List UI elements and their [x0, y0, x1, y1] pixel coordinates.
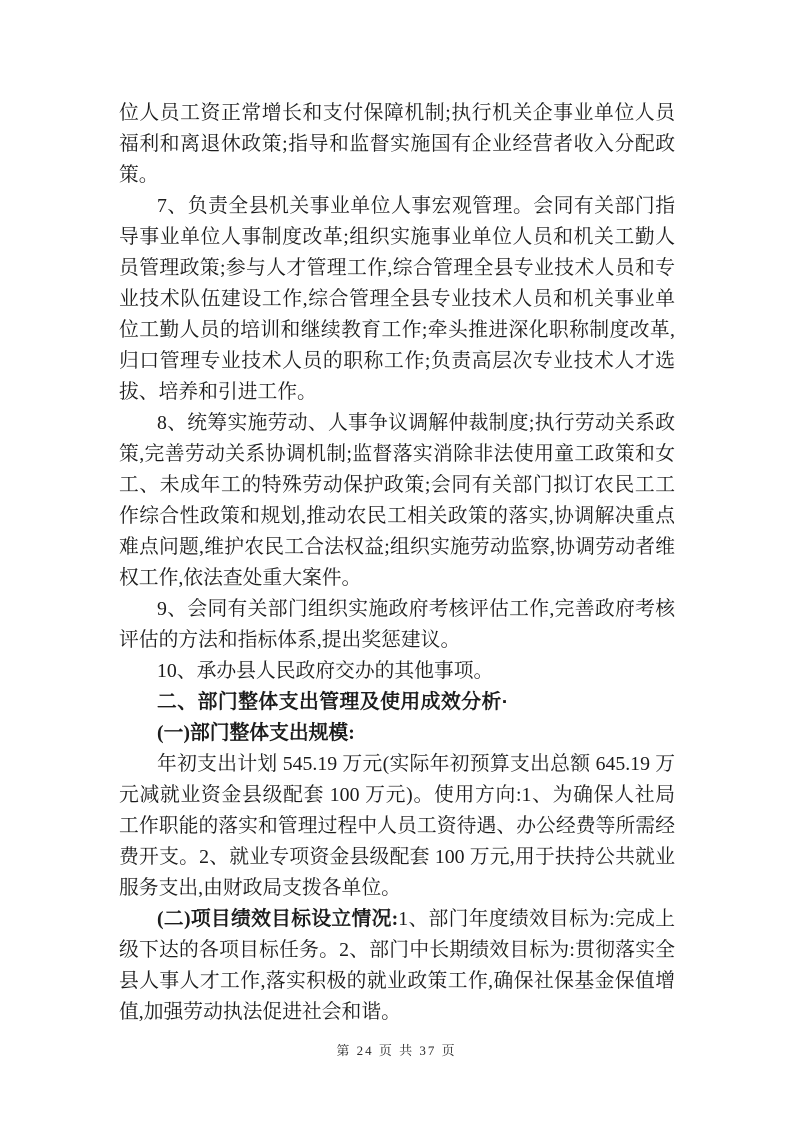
paragraph-expenditure-scale: 年初支出计划 545.19 万元(实际年初预算支出总额 645.19 万元减就业资金县级配套 100 万元)。使用方向:1、为确保人社局工作职能的落实和管理过程中人员工资待遇、办公经费等所需经费开支。2、就业专项资金县级配套 100 万元,用于扶持公共就业服务支出,由财政局支拨各单位。 [119, 753, 675, 899]
paragraph-duty-8: 8、统筹实施劳动、人事争议调解仲裁制度;执行劳动关系政策,完善劳动关系协调机制;监督落实消除非法使用童工政策和女工、未成年工的特殊劳动保护政策;会同有关部门拟订农民工工作综合性政策和规划,推动农民工相关政策的落实,协调解决重点难点问题,维护农民工合法权益;组织实施劳动监察,协调劳动者维权工作,依法查处重大案件。 [119, 412, 675, 589]
paragraph-duty-10: 10、承办县人民政府交办的其他事项。 [157, 660, 494, 682]
subsection-heading-goals: (二)项目绩效目标设立情况: [157, 908, 399, 930]
performance-goals-text: 1、部门年度绩效目标为:完成上级下达的各项目标任务。2、部门中长期绩效目标为:贯彻落实全县人事人才工作,落实积极的就业政策工作,确保社保基金保值增值,加强劳动执法促进社会和谐。 [119, 908, 676, 1023]
section-heading: 二、部门整体支出管理及使用成效分析· [157, 691, 509, 713]
subsection-heading-scale: (一)部门整体支出规模: [157, 722, 355, 744]
page-content [119, 98, 675, 1028]
paragraph-continuation: 位人员工资正常增长和支付保障机制;执行机关企事业单位人员福利和离退休政策;指导和监督实施国有企业经营者收入分配政策。 [119, 102, 675, 186]
paragraph-duty-7: 7、负责全县机关事业单位人事宏观管理。会同有关部门指导事业单位人事制度改革;组织实施事业单位人员和机关工勤人员管理政策;参与人才管理工作,综合管理全县专业技术人员和专业技术队伍建设工作,综合管理全县专业技术人员和机关事业单位工勤人员的培训和继续教育工作;牵头推进深化职称制度改革,归口管理专业技术人员的职称工作;负责高层次专业技术人才选拔、培养和引进工作。 [119, 195, 675, 403]
paragraph-duty-9: 9、会同有关部门组织实施政府考核评估工作,完善政府考核评估的方法和指标体系,提出奖惩建议。 [119, 598, 675, 651]
paragraph-performance-goals [119, 904, 675, 1028]
page-footer: 第 24 页 共 37 页 [336, 1043, 457, 1058]
